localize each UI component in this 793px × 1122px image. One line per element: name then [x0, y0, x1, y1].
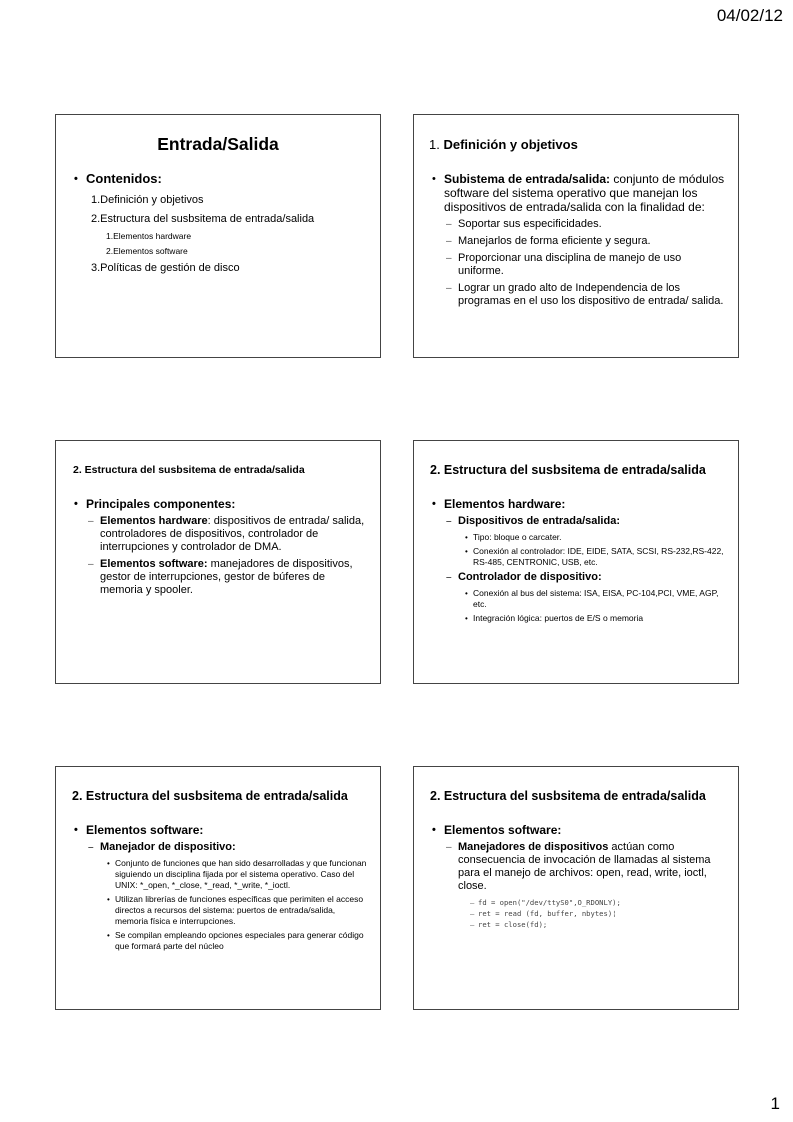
item-bold: Elementos software:: [100, 558, 208, 570]
list-item: [70, 171, 370, 187]
document-date: 04/02/12: [716, 6, 783, 25]
bullet-bold: Subistema de entrada/salida:: [444, 172, 611, 186]
title-number: 1.: [429, 137, 440, 152]
list-item: • Conexión al controlador: IDE, EIDE, SATA, SCSI, RS-232,RS-422, RS-485, CENTRONIC, USB, etc.: [428, 546, 728, 568]
slide-title: 2. Estructura del susbsitema de entrada/salida: [430, 463, 706, 477]
title-text: Definición y objetivos: [443, 137, 578, 152]
list-item: [428, 841, 728, 893]
list-item: • Elementos hardware:: [428, 497, 728, 511]
slide-title: Entrada/Salida: [157, 134, 279, 154]
list-item: – Manejador de dispositivo:: [70, 841, 370, 854]
item-text: : dispositivos de entrada/ salida, controladores de dispositivos, controlador de interrupciones y controlador de DMA.: [100, 515, 365, 553]
bullet-label: Contenidos:: [86, 171, 162, 186]
list-item: 2.Estructura del susbsitema de entrada/salida: [91, 213, 315, 225]
slide-5: [55, 766, 381, 1010]
list-item: • Principales componentes:: [70, 497, 370, 511]
bullet-text: conjunto de módulos software del sistema operativo que manejan los dispositivos de entrada/salida con la finalidad de:: [444, 172, 725, 214]
slide-title: 2. Estructura del susbsitema de entrada/salida: [72, 789, 348, 803]
item-text: actúan como consecuencia de invocación de llamadas al sistema para el manejo de archivos: open, read, write, ioctl, close.: [458, 841, 711, 892]
list-item: • Se compilan empleando opciones especiales para generar código que formará parte del núcleo: [70, 930, 370, 952]
list-item: – Soportar sus especificidades.: [428, 218, 728, 231]
list-item: • Integración lógica: puertos de E/S o memoria: [428, 613, 728, 624]
list-item: – Dispositivos de entrada/salida:: [428, 515, 728, 528]
slide-2: [413, 114, 739, 358]
code-line: – ret = close(fd);: [428, 919, 728, 930]
slide-6: [413, 766, 739, 1010]
list-item: – Manejarlos de forma eficiente y segura.: [428, 235, 728, 248]
list-item: [70, 558, 370, 597]
list-item: 1.Elementos hardware: [106, 231, 192, 241]
slide-1: [55, 114, 381, 358]
page-number: 1: [770, 1094, 780, 1113]
list-item: 1.Definición y objetivos: [91, 194, 204, 206]
list-item: • Elementos software:: [70, 823, 370, 837]
list-item: • Elementos software:: [428, 823, 728, 837]
list-item: [70, 515, 370, 554]
slide-4: [413, 440, 739, 684]
list-item: 3.Políticas de gestión de disco: [91, 262, 240, 274]
slide-3: [55, 440, 381, 684]
code-line: – fd = open("/dev/ttyS0",O_RDONLY);: [428, 897, 728, 908]
code-line: – ret = read (fd, buffer, nbytes)¦: [428, 908, 728, 919]
slide-title: [429, 137, 578, 152]
list-item: • Utilizan librerías de funciones específicas que perimiten el acceso directos a recursos del sistema: puertos de entrada/salida, memoria física e interrupciones.: [70, 894, 370, 927]
list-item: 2.Elementos software: [106, 246, 188, 256]
item-bold: Manejadores de dispositivos: [458, 841, 609, 853]
list-item: – Proporcionar una disciplina de manejo de uso uniforme.: [428, 252, 728, 278]
list-item: • Conjunto de funciones que han sido desarrolladas y que funcionan siguiendo un disciplina fijada por el sistema operativo. Caso del UNIX: *_open, *_close, *_read, *_write, *_ioctl.: [70, 858, 370, 891]
slide-title: 2. Estructura del susbsitema de entrada/salida: [73, 464, 305, 476]
item-text: manejadores de dispositivos, gestor de interrupciones, gestor de búferes de memoria y spooler.: [100, 558, 353, 596]
list-item: • Conexión al bus del sistema: ISA, EISA, PC-104,PCI, VME, AGP, etc.: [428, 588, 728, 610]
slide-title: 2. Estructura del susbsitema de entrada/salida: [430, 789, 706, 803]
item-bold: Elementos hardware: [100, 515, 208, 527]
list-item: – Controlador de dispositivo:: [428, 571, 728, 584]
list-item: • Tipo: bloque o carcater.: [428, 532, 728, 543]
list-item: – Lograr un grado alto de Independencia de los programas en el uso los dispositivo de entrada/ salida.: [428, 282, 728, 308]
list-item: [428, 172, 728, 214]
